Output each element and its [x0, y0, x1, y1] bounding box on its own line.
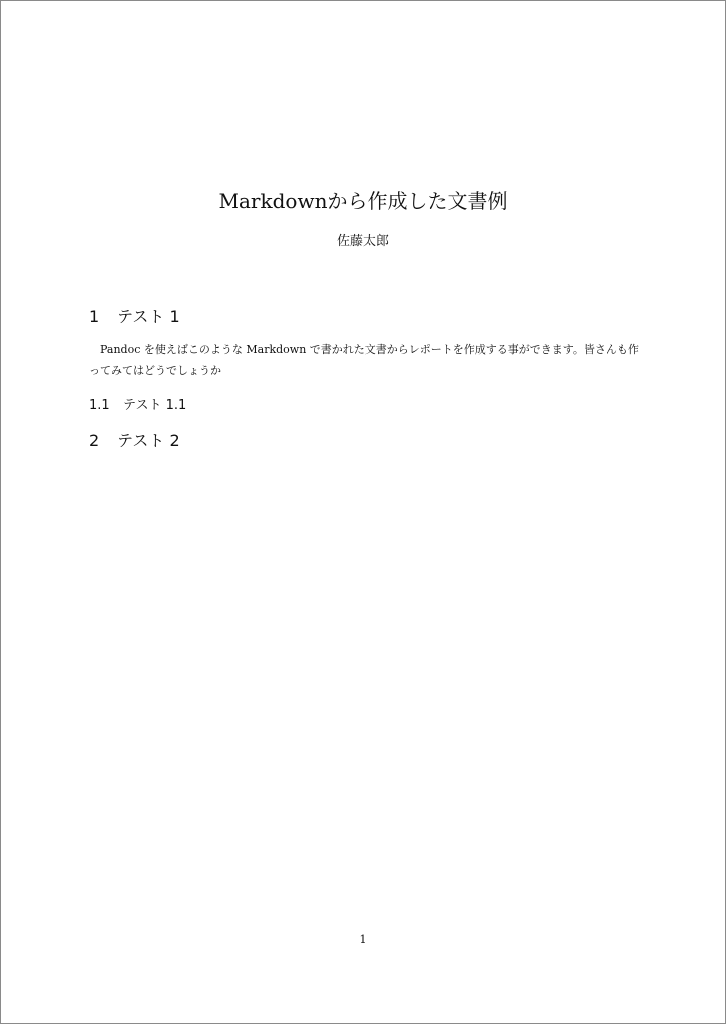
subsection-number: 1.1	[89, 398, 110, 413]
section-title: テスト 1	[117, 307, 180, 326]
document-author: 佐藤太郎	[336, 234, 389, 249]
section-1-paragraph: Pandoc を使えばこのような Markdown で書かれた文書からレポートを作成する事ができます。皆さんも作ってみてはどうでしょうか	[89, 343, 639, 377]
subsection-title: テスト 1.1	[123, 398, 187, 413]
section-number: 2	[89, 431, 100, 450]
section-heading-1	[89, 306, 180, 328]
document-title: Markdownから作成した文書例	[218, 189, 508, 213]
page-number: 1	[359, 933, 367, 946]
section-number: 1	[89, 307, 100, 326]
section-title: テスト 2	[117, 431, 180, 450]
subsection-heading-1-1	[89, 397, 186, 415]
section-heading-2	[89, 430, 180, 452]
